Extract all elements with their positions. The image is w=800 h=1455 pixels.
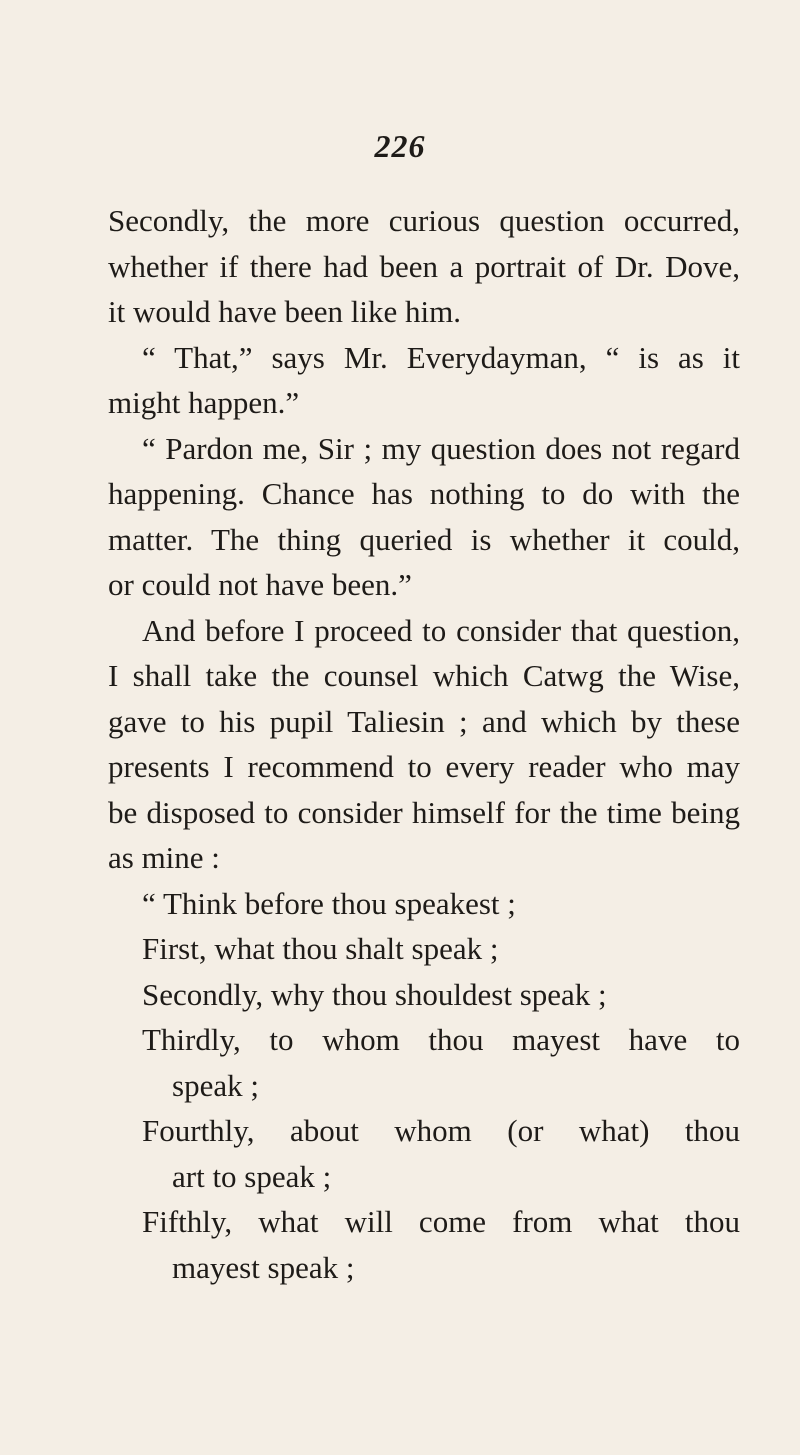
page-number: 226	[374, 128, 426, 164]
verse-line: mayest speak ;	[172, 1249, 355, 1285]
text-line: gave to his pupil Taliesin ; and which by these	[108, 703, 740, 739]
verse-line: speak ;	[172, 1067, 259, 1103]
text-line: “ Pardon me, Sir ; my question does not regard	[142, 430, 740, 466]
text-line: happening. Chance has nothing to do with the	[108, 476, 740, 511]
text-line: Secondly, the more curious question occurred,	[108, 203, 740, 238]
text-line: be disposed to consider himself for the time being	[108, 794, 740, 830]
text-line: I shall take the counsel which Catwg the Wise,	[108, 658, 740, 693]
body-text	[108, 198, 740, 1290]
verse-line: Thirdly, to whom thou mayest have to	[142, 1022, 740, 1057]
text-line: “ That,” says Mr. Everydayman, “ is as it	[142, 339, 740, 375]
verse-line: Fifthly, what will come from what thou	[142, 1204, 740, 1239]
text-line: as mine :	[108, 840, 220, 875]
verse-line: art to speak ;	[172, 1158, 332, 1194]
verse-line: First, what thou shalt speak ;	[142, 931, 499, 966]
text-line: And before I proceed to consider that question,	[142, 612, 740, 648]
text-line: whether if there had been a portrait of Dr. Dove,	[108, 248, 740, 284]
text-line: or could not have been.”	[108, 567, 412, 602]
verse-line: “ Think before thou speakest ;	[142, 885, 516, 921]
text-line: matter. The thing queried is whether it could,	[108, 521, 740, 557]
verse-line: Secondly, why thou shouldest speak ;	[142, 976, 607, 1012]
text-line: might happen.”	[108, 385, 300, 420]
text-line: presents I recommend to every reader who may	[108, 749, 740, 784]
text-line: it would have been like him.	[108, 294, 461, 329]
verse-line: Fourthly, about whom (or what) thou	[142, 1113, 740, 1148]
